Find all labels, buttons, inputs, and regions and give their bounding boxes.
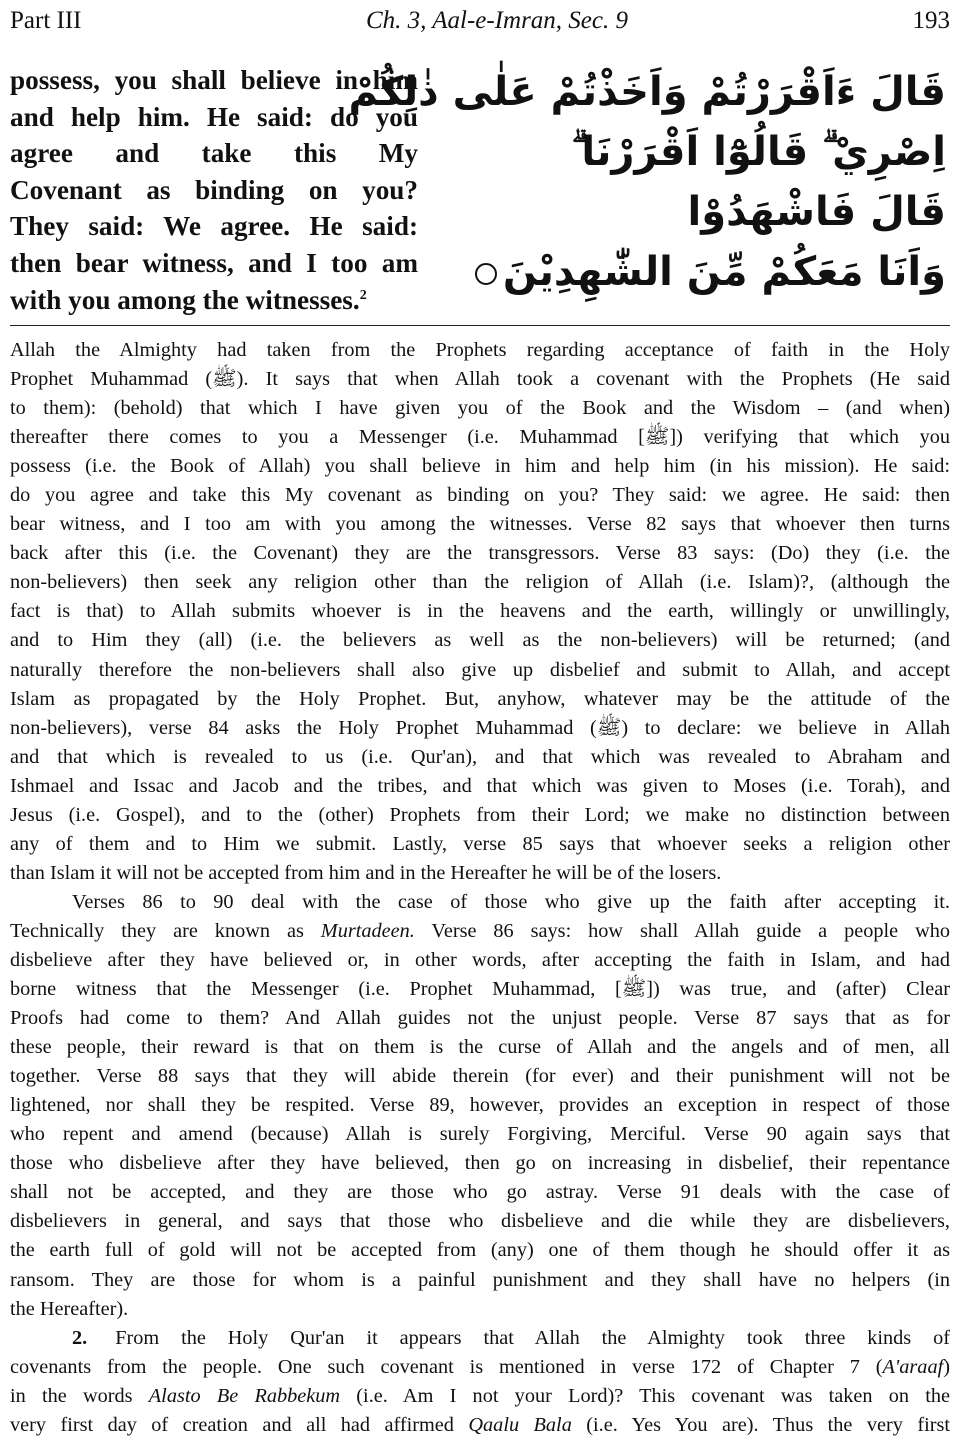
text-line	[10, 1382, 950, 1411]
ayah-end-marker-icon	[475, 263, 497, 285]
text-line: and that which is revealed to us (i.e. Qur'an), and that which was revealed to Abraham and	[10, 745, 950, 768]
text-line: non-believers), verse 84 asks the Holy Prophet Muhammad (ﷺ) to declare: we believe in Allah	[10, 716, 950, 739]
text-line: Proofs had come to them? And Allah guides not the unjust people. Verse 87 says that as for	[10, 1007, 950, 1030]
text-line: do you agree and take this My covenant as binding on you? They said: we agree. He said: then	[10, 484, 950, 507]
arabic-line: قَالَ ءَاَقْرَرْتُمْ وَاَخَذْتُمْ عَلٰى ذٰلِكُمْ	[348, 69, 946, 115]
section-divider	[10, 325, 950, 326]
text-fragment: in the words	[10, 1384, 149, 1407]
text-line: thereafter there comes to you a Messenger (i.e. Muhammad [ﷺ]) verifying that which you	[10, 426, 950, 449]
arabic-line-text: وَاَنَا مَعَكُمْ مِّنَ الشّٰهِدِيْنَ	[502, 249, 946, 295]
text-line: shall not be accepted, and they are those who go astray. Verse 91 deals with the case of	[10, 1181, 950, 1204]
commentary-paragraph-2	[10, 888, 950, 1324]
arabic-line: قَالَ فَاشْهَدُوْا	[687, 189, 946, 235]
text-line: to them): (behold) that which I have given you of the Book and the Wisdom – (and when)	[10, 397, 950, 420]
commentary-paragraph-3	[10, 1324, 950, 1440]
italic-term: A'araaf	[882, 1355, 944, 1378]
text-line: these people, their reward is that on them is the curse of Allah and the angels and of men, all	[10, 1036, 950, 1059]
text-fragment: Technically they are known as	[10, 919, 321, 942]
chapter-section-title: Ch. 3, Aal-e-Imran, Sec. 9	[366, 7, 628, 34]
text-line: naturally therefore the non-believers shall also give up disbelief and submit to Allah, and accept	[10, 658, 950, 681]
translation-line: possess, you shall believe in him	[10, 65, 418, 95]
text-line: any of them and to Him we submit. Lastly, verse 85 says that whoever seeks a religion other	[10, 832, 950, 855]
translation-line: agree and take this My	[10, 138, 418, 169]
text-fragment: )	[943, 1355, 950, 1378]
paragraph-number: 2.	[72, 1326, 88, 1349]
translation-line: They said: We agree. He said:	[10, 211, 418, 242]
text-line: Jesus (i.e. Gospel), and to the (other) Prophets from their Lord; we make no distinction between	[10, 803, 950, 826]
text-line: disbelievers in general, and says that those who disbelieve and die while they are disbelievers,	[10, 1210, 950, 1233]
text-line	[10, 1411, 950, 1440]
text-line: Islam as propagated by the Holy Prophet. But, anyhow, whatever may be the attitude of the	[10, 687, 950, 710]
text-fragment: Verse 86 says: how shall Allah guide a people who	[414, 919, 951, 942]
text-line: bear witness, and I too am with you among the witnesses. Verse 82 says that whoever then turns	[10, 513, 950, 536]
text-line: fact is that) to Allah submits whoever is in the heavens and the earth, willingly or unwillingly,	[10, 600, 950, 623]
commentary	[10, 336, 950, 1440]
page-number: 193	[912, 7, 950, 34]
footnote-reference: 2	[359, 287, 367, 303]
verse-block	[10, 62, 950, 318]
translation-line: Covenant as binding on you?	[10, 174, 418, 205]
text-line: and to Him they (all) (i.e. the believers as well as the non-believers) will be returned; (and	[10, 629, 950, 652]
translation-line-last	[10, 282, 418, 319]
translation-line-text: with you among the witnesses.	[10, 284, 360, 315]
arabic-line-last	[502, 242, 946, 302]
text-line: Verses 86 to 90 deal with the case of those who give up the faith after accepting it.	[72, 890, 950, 913]
page-header	[10, 4, 950, 38]
text-fragment: From the Holy Qur'an it appears that Allah the Almighty took three kinds of	[115, 1326, 950, 1349]
text-line: ransom. They are those for whom is a painful punishment and they shall have no helpers (in	[10, 1268, 950, 1291]
text-line: together. Verse 88 says that they will abide therein (for ever) and their punishment will not be	[10, 1065, 950, 1088]
part-label: Part III	[10, 7, 82, 34]
text-line: disbelieve after they have believed or, in other words, after accepting the faith in Islam, and had	[10, 948, 950, 971]
text-line: non-believers) then seek any religion other than the religion of Allah (i.e. Islam)?, (although the	[10, 571, 950, 594]
arabic-line: اِصْرِيْ ۗ قَالُوْٓا اَقْرَرْنَا ۗ	[571, 129, 946, 175]
text-line	[10, 1353, 950, 1382]
text-fragment: covenants from the people. One such covenant is mentioned in verse 172 of Chapter 7 (	[10, 1355, 883, 1378]
text-line: Prophet Muhammad (ﷺ). It says that when Allah took a covenant with the Prophets (He said	[10, 368, 950, 391]
text-line: the earth full of gold will not be accepted from (any) one of them though he should offer it as	[10, 1239, 950, 1262]
translation-line: then bear witness, and I too am	[10, 247, 418, 278]
text-line: who repent and amend (because) Allah is surely Forgiving, Merciful. Verse 90 again says that	[10, 1123, 950, 1146]
text-fragment: (i.e. Am I not your Lord)? This covenant was taken on the	[340, 1384, 951, 1407]
italic-term: Qaalu Bala	[468, 1413, 572, 1436]
arabic-verse	[348, 62, 946, 302]
text-line: Ishmael and Issac and Jacob and the tribes, and that which was given to Moses (i.e. Torah), and	[10, 774, 950, 797]
text-line: those who disbelieve after they have believed, then go on increasing in disbelief, their repentance	[10, 1152, 950, 1175]
text-line: possess (i.e. the Book of Allah) you shall believe in him and help him (in his mission). He said:	[10, 455, 950, 478]
text-line: borne witness that the Messenger (i.e. Prophet Muhammad, [ﷺ]) was true, and (after) Clear	[10, 978, 950, 1001]
text-line	[10, 1324, 950, 1353]
text-line: than Islam it will not be accepted from him and in the Hereafter he will be of the losers.	[10, 861, 722, 884]
text-line: lightened, nor shall they be respited. Verse 89, however, provides an exception in respect of those	[10, 1094, 950, 1117]
italic-term: Alasto Be Rabbekum	[148, 1384, 341, 1407]
text-line: the Hereafter).	[10, 1297, 129, 1320]
text-line: back after this (i.e. the Covenant) they are the transgressors. Verse 83 says: (Do) they (i.e. the	[10, 542, 950, 565]
italic-term: Murtadeen.	[320, 919, 415, 942]
text-line	[10, 917, 950, 946]
text-line: Allah the Almighty had taken from the Prophets regarding acceptance of faith in the Holy	[10, 339, 950, 361]
commentary-paragraph-1	[10, 336, 950, 888]
translation-line: and help him. He said: do you	[10, 101, 418, 132]
text-fragment: very first day of creation and all had affirmed	[10, 1413, 469, 1436]
text-fragment: (i.e. Yes You are). Thus the very first	[571, 1413, 951, 1436]
